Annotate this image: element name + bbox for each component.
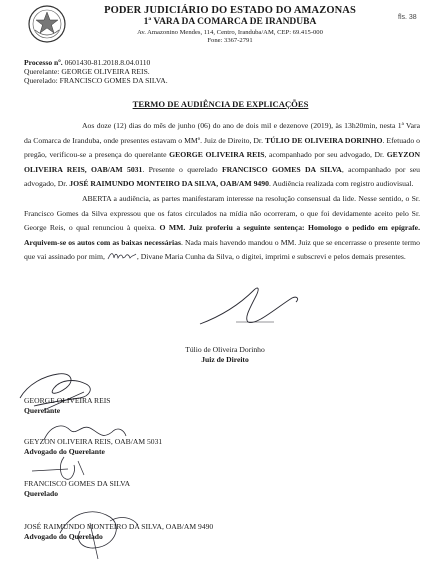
signer-name: GEYZON OLIVEIRA REIS, OAB/AM 5031 — [24, 437, 163, 446]
signer-role: Querelante — [24, 405, 61, 415]
plaintiff-name: GEORGE OLIVEIRA REIS — [169, 150, 265, 160]
text: , acompanhado por seu advogado, Dr. — [24, 164, 420, 189]
text: Aos doze (12) dias do mês de junho (06) do ano de dois mil e dezenove (2019), às 13h20min, nesta 1ª Vara da Comarca de Iranduba, onde presentes estavam o MMº. Juiz de Direito, Dr. — [24, 121, 420, 145]
defendant-name: FRANCISCO GOMES DA SILVA — [221, 164, 342, 174]
court-phone: Fone: 3367-2791 — [207, 37, 253, 44]
document-title: TERMO DE AUDIÊNCIA DE EXPLICAÇÕES — [132, 99, 309, 109]
text: . Efetuado o pregão, verificou-se a presença do querelante — [24, 135, 421, 160]
judge-signature-block — [150, 345, 300, 364]
text: , acompanhado por seu advogado, Dr. — [264, 150, 387, 160]
court-address: Av. Amazonino Mendes, 114, Centro, Iranduba/AM, CEP: 69.415-000 — [137, 29, 323, 36]
letterhead — [60, 5, 400, 45]
plaintiff-lawyer: GEYZON OLIVEIRA REIS, OAB/AM 5031 — [24, 150, 421, 174]
signer-name: GEORGE OLIVEIRA REIS — [24, 396, 111, 405]
signature-defendant — [24, 479, 130, 498]
folio-number: fls. 38 — [398, 14, 417, 21]
judge-signature — [196, 278, 306, 330]
court-name: PODER JUDICIÁRIO DO ESTADO DO AMAZONAS — [104, 5, 356, 16]
text: , Divane Maria Cunha da Silva, o digitei, imprimi e subscrevi e pelos demais presentes. — [136, 252, 406, 262]
case-number-label: Processo nº. — [24, 58, 63, 67]
case-number-line — [24, 58, 168, 67]
signer-name: JOSÉ RAIMUNDO MONTEIRO DA SILVA, OAB/AM 9490 — [24, 522, 214, 531]
signer-role: Advogado do Querelante — [24, 446, 105, 456]
case-number: 0601430-81.2018.8.04.0110 — [64, 58, 151, 67]
document-body — [24, 119, 420, 265]
signer-role: Querelado — [24, 488, 59, 498]
sentence-text: O MM. Juiz proferiu a seguinte sentença: Homologo o pedido em epígrafe. Arquivem-se os autos com as baixas necessárias — [24, 223, 421, 247]
case-info — [24, 58, 168, 85]
defendant-lawyer: JOSÉ RAIMUNDO MONTEIRO DA SILVA, OAB/AM 9490 — [69, 179, 269, 189]
text: ABERTA a audiência, as partes manifestaram interesse na resolução consensual da lide. Nesse sentido, o Sr. Francisco Gomes da Silva expressou que os fatos circulados na mídia não ocorreram, o que foi devidamente aceito pelo Sr. George Reis, o qual renunciou à queixa. — [24, 193, 420, 233]
signer-role: Advogado do Querelado — [24, 531, 103, 541]
text: . Nada mais havendo mandou o MM. Juiz que se encerrasse o presente termo que vai assinado por mim, — [24, 237, 421, 262]
signature-plaintiff-lawyer — [24, 437, 162, 456]
text: . Presente o querelado — [142, 164, 222, 174]
court-unit: 1ª VARA DA COMARCA DE IRANDUBA — [143, 17, 317, 27]
paragraph-opening — [24, 119, 420, 192]
signer-name: FRANCISCO GOMES DA SILVA — [24, 479, 131, 488]
judge-sig-role: Juiz de Direito — [201, 354, 249, 364]
judge-name: TÚLIO DE OLIVEIRA DORINHO — [265, 135, 383, 145]
judge-sig-name: Túlio de Oliveira Dorinho — [185, 345, 265, 354]
defendant-line: Querelado: FRANCISCO GOMES DA SILVA. — [24, 76, 168, 85]
signature-defendant-lawyer — [24, 522, 213, 541]
clerk-signature — [107, 251, 137, 261]
signature-plaintiff — [24, 396, 110, 415]
text: . Audiência realizada com registro audiovisual. — [268, 179, 414, 189]
plaintiff-line: Querelante: GEORGE OLIVEIRA REIS. — [24, 67, 150, 76]
paragraph-hearing — [24, 192, 420, 265]
